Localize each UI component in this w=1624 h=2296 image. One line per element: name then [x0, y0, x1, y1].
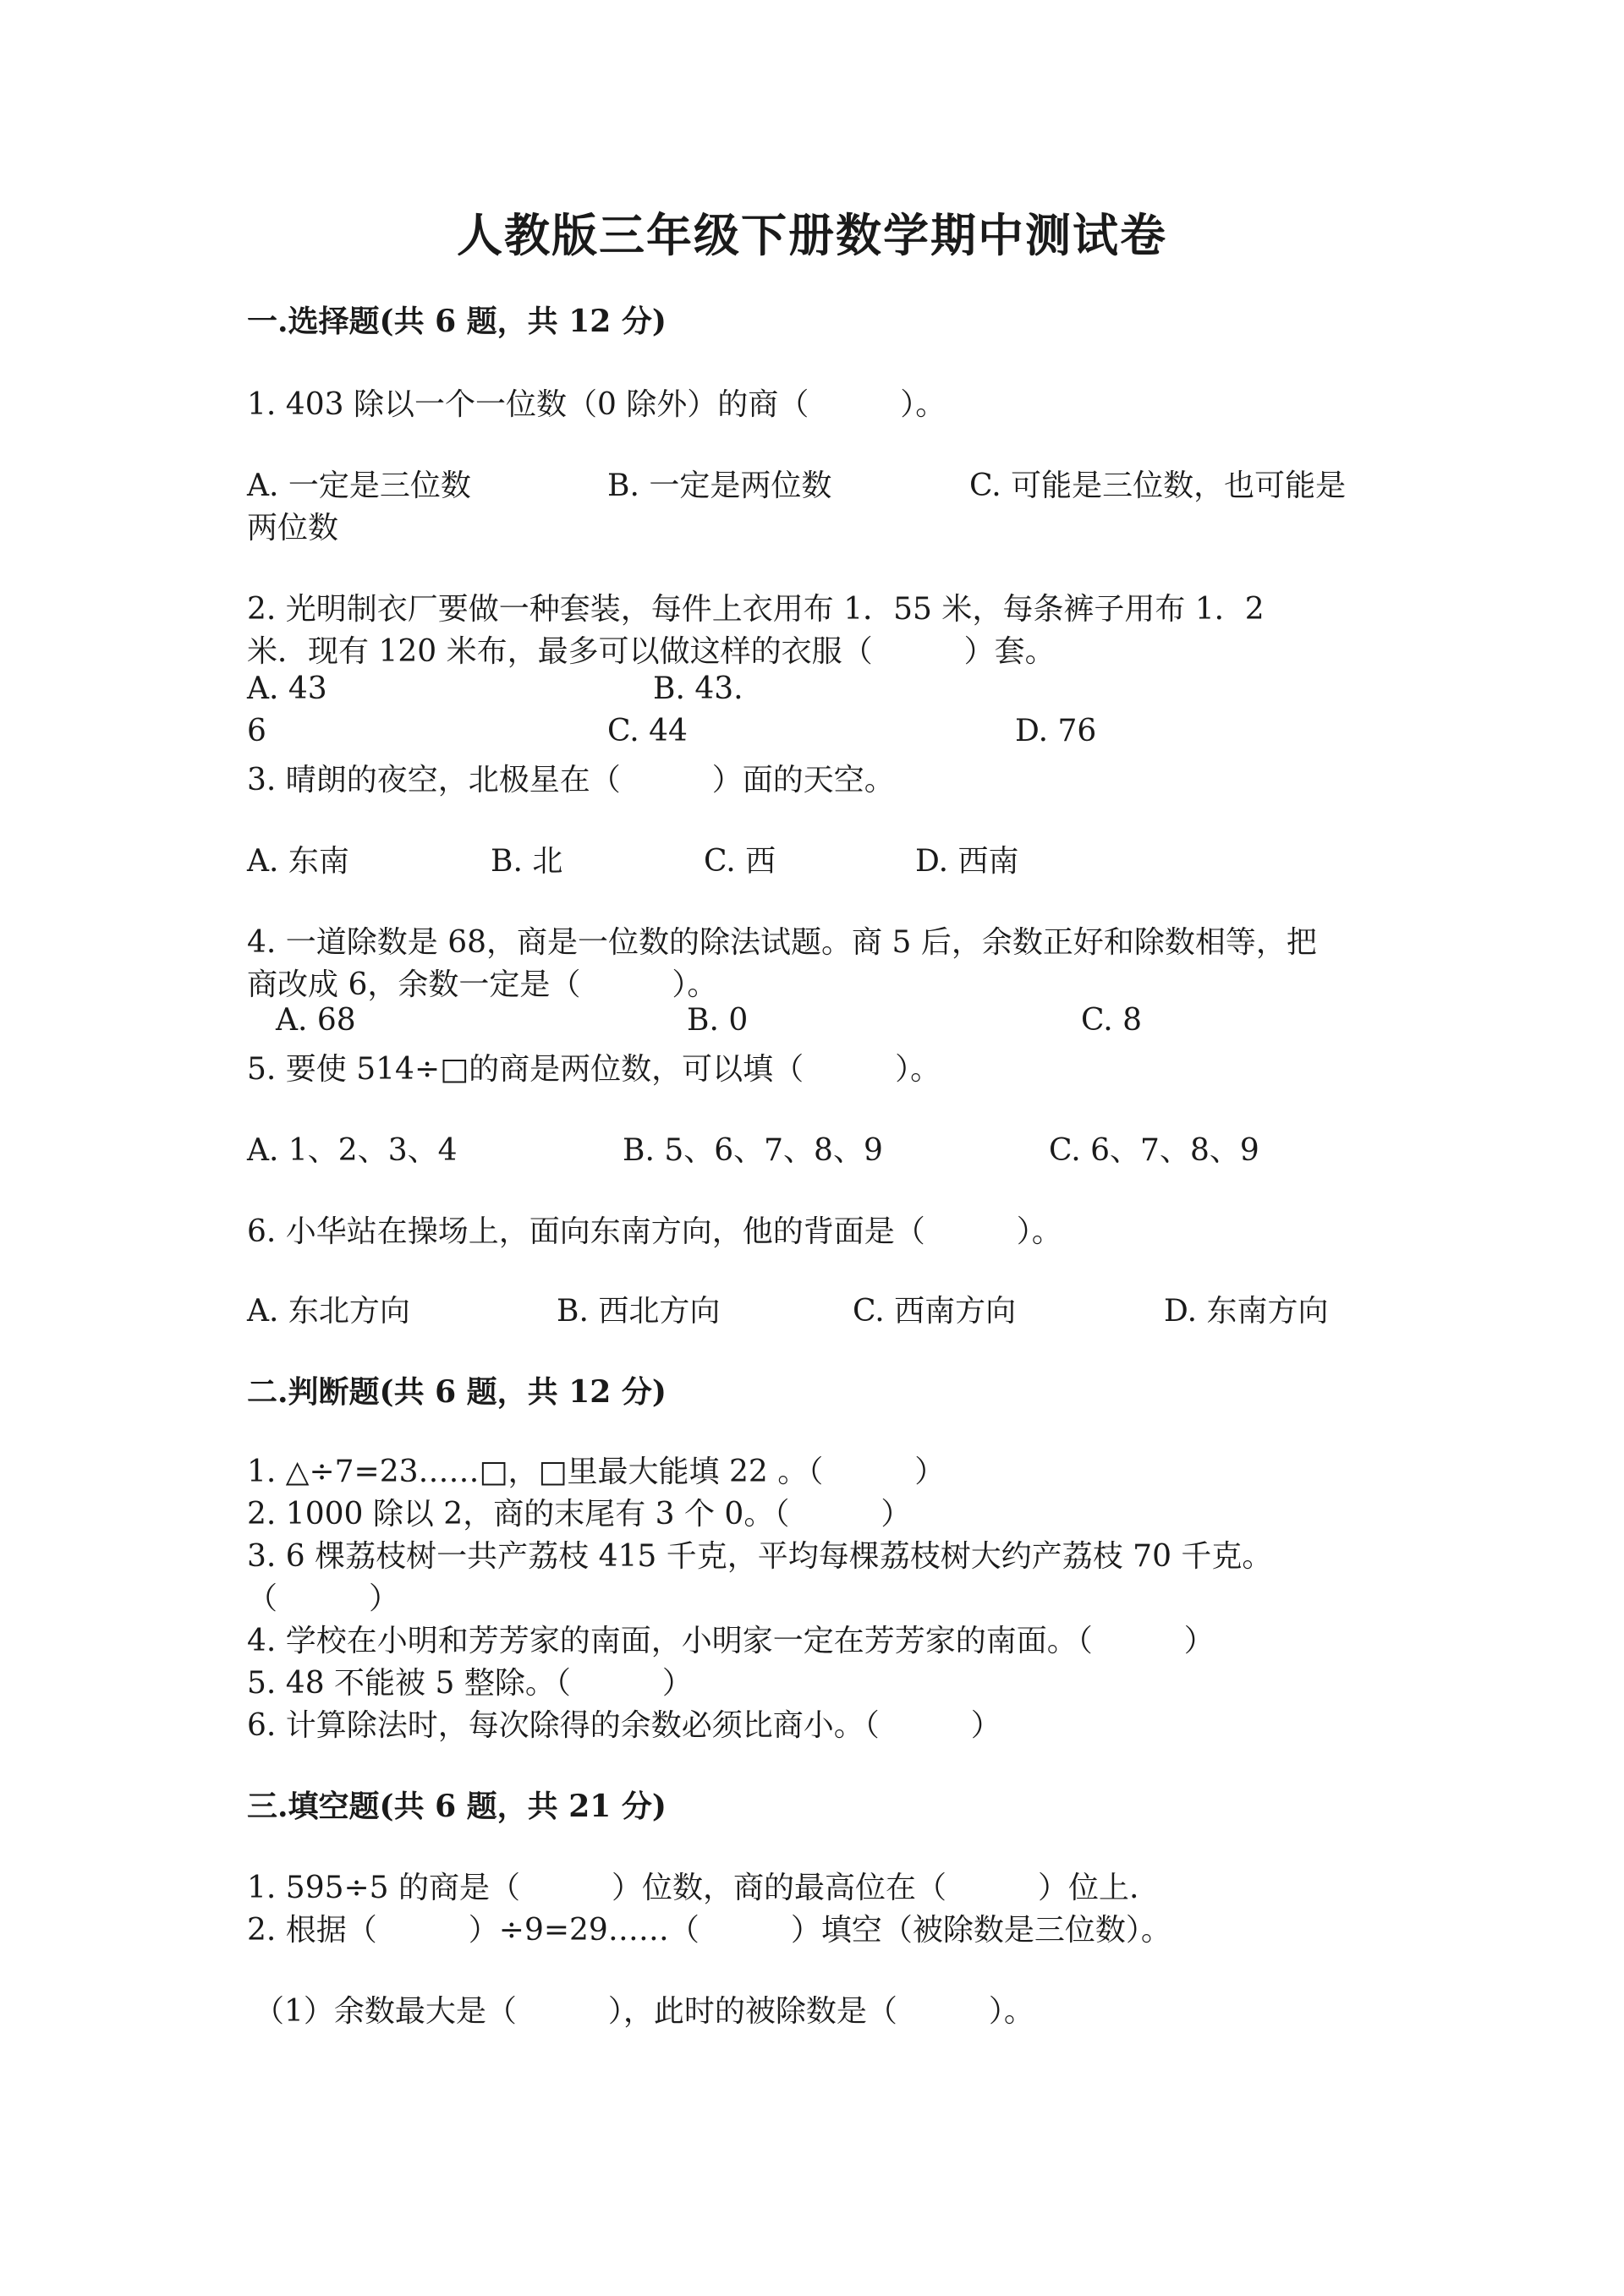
s1-q1-option-b: B. 一定是两位数	[607, 469, 832, 503]
s2-q6: 6. 计算除法时，每次除得的余数必须比商小。（ ）	[247, 1708, 1001, 1743]
s1-q4-option-a: A. 68	[276, 1003, 356, 1038]
s1-q3-stem: 3. 晴朗的夜空，北极星在（ ）面的天空。	[247, 763, 895, 797]
s3-q2-part1: （1）余数最大是（ ），此时的被除数是（ ）。	[254, 1994, 1034, 2029]
s1-q6-option-d: D. 东南方向	[1164, 1294, 1329, 1329]
section-1-heading: 一.选择题(共 6 题，共 12 分)	[247, 304, 667, 339]
s1-q1-stem: 1. 403 除以一个一位数（0 除外）的商（ ）。	[247, 387, 946, 422]
s1-q4-stem-line2: 商改成 6，余数一定是（ ）。	[247, 967, 718, 1002]
s2-q3: 3. 6 棵荔枝树一共产荔枝 415 千克，平均每棵荔枝树大约产荔枝 70 千克。	[247, 1539, 1273, 1574]
s1-q2-stem-line1: 2. 光明制衣厂要做一种套装，每件上衣用布 1．55 米，每条裤子用布 1．2	[247, 592, 1265, 627]
s1-q2-option-b-cont: 6	[247, 714, 266, 748]
s1-q2-option-a: A. 43	[247, 671, 327, 706]
s2-q4: 4. 学校在小明和芳芳家的南面，小明家一定在芳芳家的南面。（ ）	[247, 1624, 1215, 1658]
s1-q1-option-a: A. 一定是三位数	[247, 469, 471, 503]
s2-q2: 2. 1000 除以 2，商的末尾有 3 个 0。（ ）	[247, 1497, 912, 1532]
s1-q6-option-c: C. 西南方向	[853, 1294, 1017, 1329]
section-2-heading: 二.判断题(共 6 题，共 12 分)	[247, 1374, 667, 1410]
s1-q3-option-c: C. 西	[704, 844, 776, 879]
s3-q2: 2. 根据（ ）÷9=29……（ ）填空（被除数是三位数）。	[247, 1913, 1171, 1948]
s1-q6-option-a: A. 东北方向	[247, 1294, 410, 1329]
section-3-heading: 三.填空题(共 6 题，共 21 分)	[247, 1789, 667, 1824]
s1-q4-option-b: B. 0	[687, 1003, 749, 1038]
s2-q1: 1. △÷7=23……□，□里最大能填 22 。（ ）	[247, 1455, 946, 1489]
s1-q2-option-d: D. 76	[1015, 714, 1097, 748]
s1-q3-option-d: D. 西南	[915, 844, 1019, 879]
s3-q1: 1. 595÷5 的商是（ ）位数，商的最高位在（ ）位上.	[247, 1871, 1139, 1905]
s1-q5-option-b: B. 5、6、7、8、9	[623, 1133, 883, 1168]
s1-q5-option-c: C. 6、7、8、9	[1049, 1133, 1259, 1168]
s1-q6-stem: 6. 小华站在操场上，面向东南方向，他的背面是（ ）。	[247, 1214, 1062, 1249]
s1-q4-option-c: C. 8	[1081, 1003, 1143, 1038]
s1-q5-stem: 5. 要使 514÷□的商是两位数，可以填（ ）。	[247, 1052, 941, 1087]
s1-q5-option-a: A. 1、2、3、4	[247, 1133, 458, 1168]
s1-q2-option-b: B. 43.	[653, 671, 743, 706]
s1-q3-option-a: A. 东南	[247, 844, 349, 879]
s1-q2-option-c: C. 44	[607, 714, 688, 748]
s1-q2-stem-line2: 米．现有 120 米布，最多可以做这样的衣服（ ）套。	[247, 634, 1056, 669]
s1-q3-option-b: B. 北	[491, 844, 563, 879]
page-title: 人教版三年级下册数学期中测试卷	[457, 208, 1167, 262]
s2-q3-cont: （ ）	[247, 1581, 400, 1616]
s1-q1-option-c-cont: 两位数	[247, 511, 339, 545]
s2-q5: 5. 48 不能被 5 整除。（ ）	[247, 1666, 693, 1701]
s1-q4-stem-line1: 4. 一道除数是 68，商是一位数的除法试题。商 5 后，余数正好和除数相等，把	[247, 925, 1317, 960]
s1-q1-option-c: C. 可能是三位数，也可能是	[969, 469, 1347, 503]
s1-q6-option-b: B. 西北方向	[557, 1294, 721, 1329]
